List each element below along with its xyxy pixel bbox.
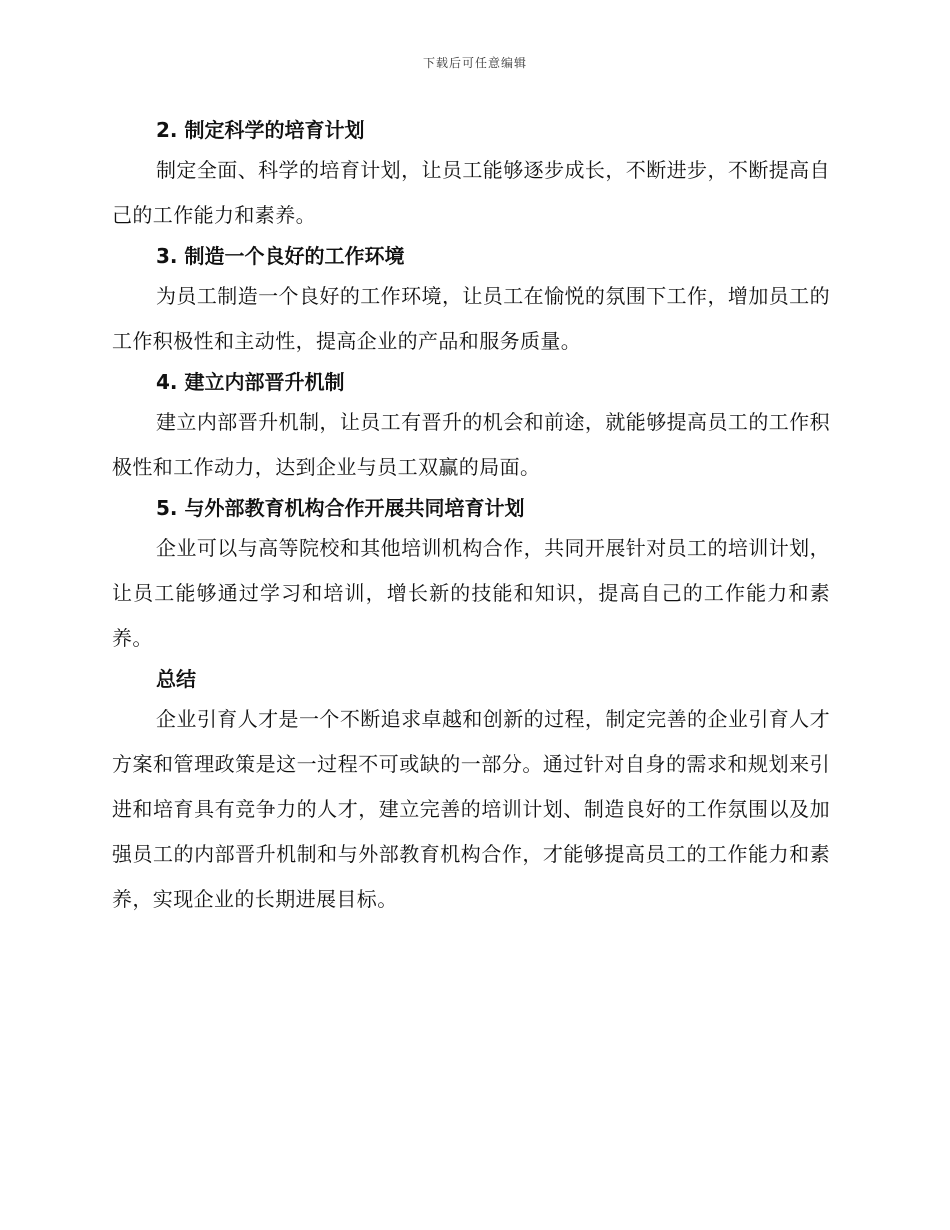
section-heading-summary: 总结 xyxy=(156,667,196,691)
section-body-work-environment: 为员工制造一个良好的工作环境，让员工在愉悦的氛围下工作，增加员工的工作积极性和主动性，提高企业的产品和服务质量。 xyxy=(112,284,830,353)
section-body-promotion-mechanism: 建立内部晋升机制，让员工有晋升的机会和前途，就能够提高员工的工作积极性和工作动力，达到企业与员工双赢的局面。 xyxy=(112,410,830,479)
document-content xyxy=(112,112,830,922)
page-header-note: 下载后可任意编辑 xyxy=(422,56,527,70)
section-body-training-plan: 制定全面、科学的培育计划，让员工能够逐步成长，不断进步，不断提高自己的工作能力和素养。 xyxy=(112,158,830,227)
section-body-summary: 企业引育人才是一个不断追求卓越和创新的过程，制定完善的企业引育人才方案和管理政策是这一过程不可或缺的一部分。通过针对自身的需求和规划来引进和培育具有竞争力的人才，建立完善的培训计划、制造良好的工作氛围以及加强员工的内部晋升机制和与外部教育机构合作，才能够提高员工的工作能力和素养，实现企业的长期进展目标。 xyxy=(112,707,830,911)
section-heading-external-cooperation: 5. 与外部教育机构合作开展共同培育计划 xyxy=(156,496,525,520)
section-body-external-cooperation: 企业可以与高等院校和其他培训机构合作，共同开展针对员工的培训计划，让员工能够通过学习和培训，增长新的技能和知识，提高自己的工作能力和素养。 xyxy=(112,536,830,650)
section-heading-training-plan: 2. 制定科学的培育计划 xyxy=(156,118,365,142)
section-heading-promotion-mechanism: 4. 建立内部晋升机制 xyxy=(156,370,345,394)
section-heading-work-environment: 3. 制造一个良好的工作环境 xyxy=(156,244,405,268)
